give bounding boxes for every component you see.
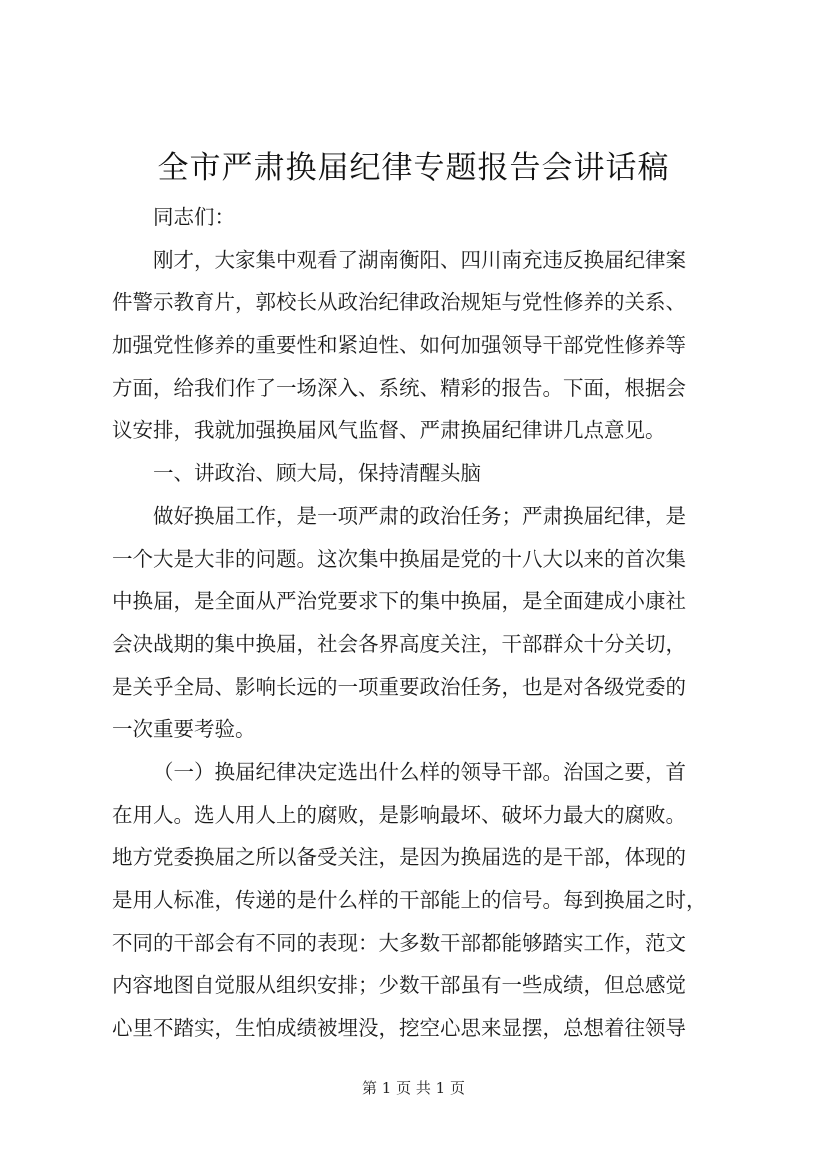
text-line: （一）换届纪律决定选出什么样的领导干部。治国之要，首 xyxy=(153,759,686,784)
text-line: 做好换届工作，是一项严肃的政治任务；严肃换届纪律，是 xyxy=(153,503,686,528)
text-line: 一次重要考验。 xyxy=(112,717,256,742)
document-body xyxy=(112,196,724,1050)
text-line: 同志们： xyxy=(153,205,235,229)
text-line: 刚才，大家集中观看了湖南衡阳、四川南充违反换届纪律案 xyxy=(153,247,686,272)
text-line: 不同的干部会有不同的表现：大多数干部都能够踏实工作，范文 xyxy=(112,930,686,955)
text-line: 加强党性修养的重要性和紧迫性、如何加强领导干部党性修养等 xyxy=(112,333,686,358)
text-line: 是关乎全局、影响长远的一项重要政治任务，也是对各级党委的 xyxy=(112,674,686,699)
document-title: 全市严肃换届纪律专题报告会讲话稿 xyxy=(157,150,670,186)
text-line: 会决战期的集中换届，社会各界高度关注，干部群众十分关切， xyxy=(112,631,686,656)
page-footer: 第 1 页 共 1 页 xyxy=(362,1079,465,1097)
text-line: 中换届，是全面从严治党要求下的集中换届，是全面建成小康社 xyxy=(112,589,686,614)
text-line: 在用人。选人用人上的腐败，是影响最坏、破坏力最大的腐败。 xyxy=(112,802,686,827)
text-line: 一个大是大非的问题。这次集中换届是党的十八大以来的首次集 xyxy=(112,546,686,571)
text-line: 一、讲政治、顾大局，保持清醒头脑 xyxy=(153,461,481,486)
text-line: 内容地图自觉服从组织安排；少数干部虽有一些成绩，但总感觉 xyxy=(112,973,686,998)
text-line: 心里不踏实，生怕成绩被埋没，挖空心思来显摆，总想着往领导 xyxy=(112,1016,686,1041)
text-line: 方面，给我们作了一场深入、系统、精彩的报告。下面，根据会 xyxy=(112,375,686,400)
text-line: 地方党委换届之所以备受关注，是因为换届选的是干部，体现的 xyxy=(112,845,686,870)
text-line: 是用人标准，传递的是什么样的干部能上的信号。每到换届之时， xyxy=(112,888,707,912)
text-line: 议安排，我就加强换届风气监督、严肃换届纪律讲几点意见。 xyxy=(112,418,666,443)
text-line: 件警示教育片，郭校长从政治纪律政治规矩与党性修养的关系、 xyxy=(112,290,686,315)
